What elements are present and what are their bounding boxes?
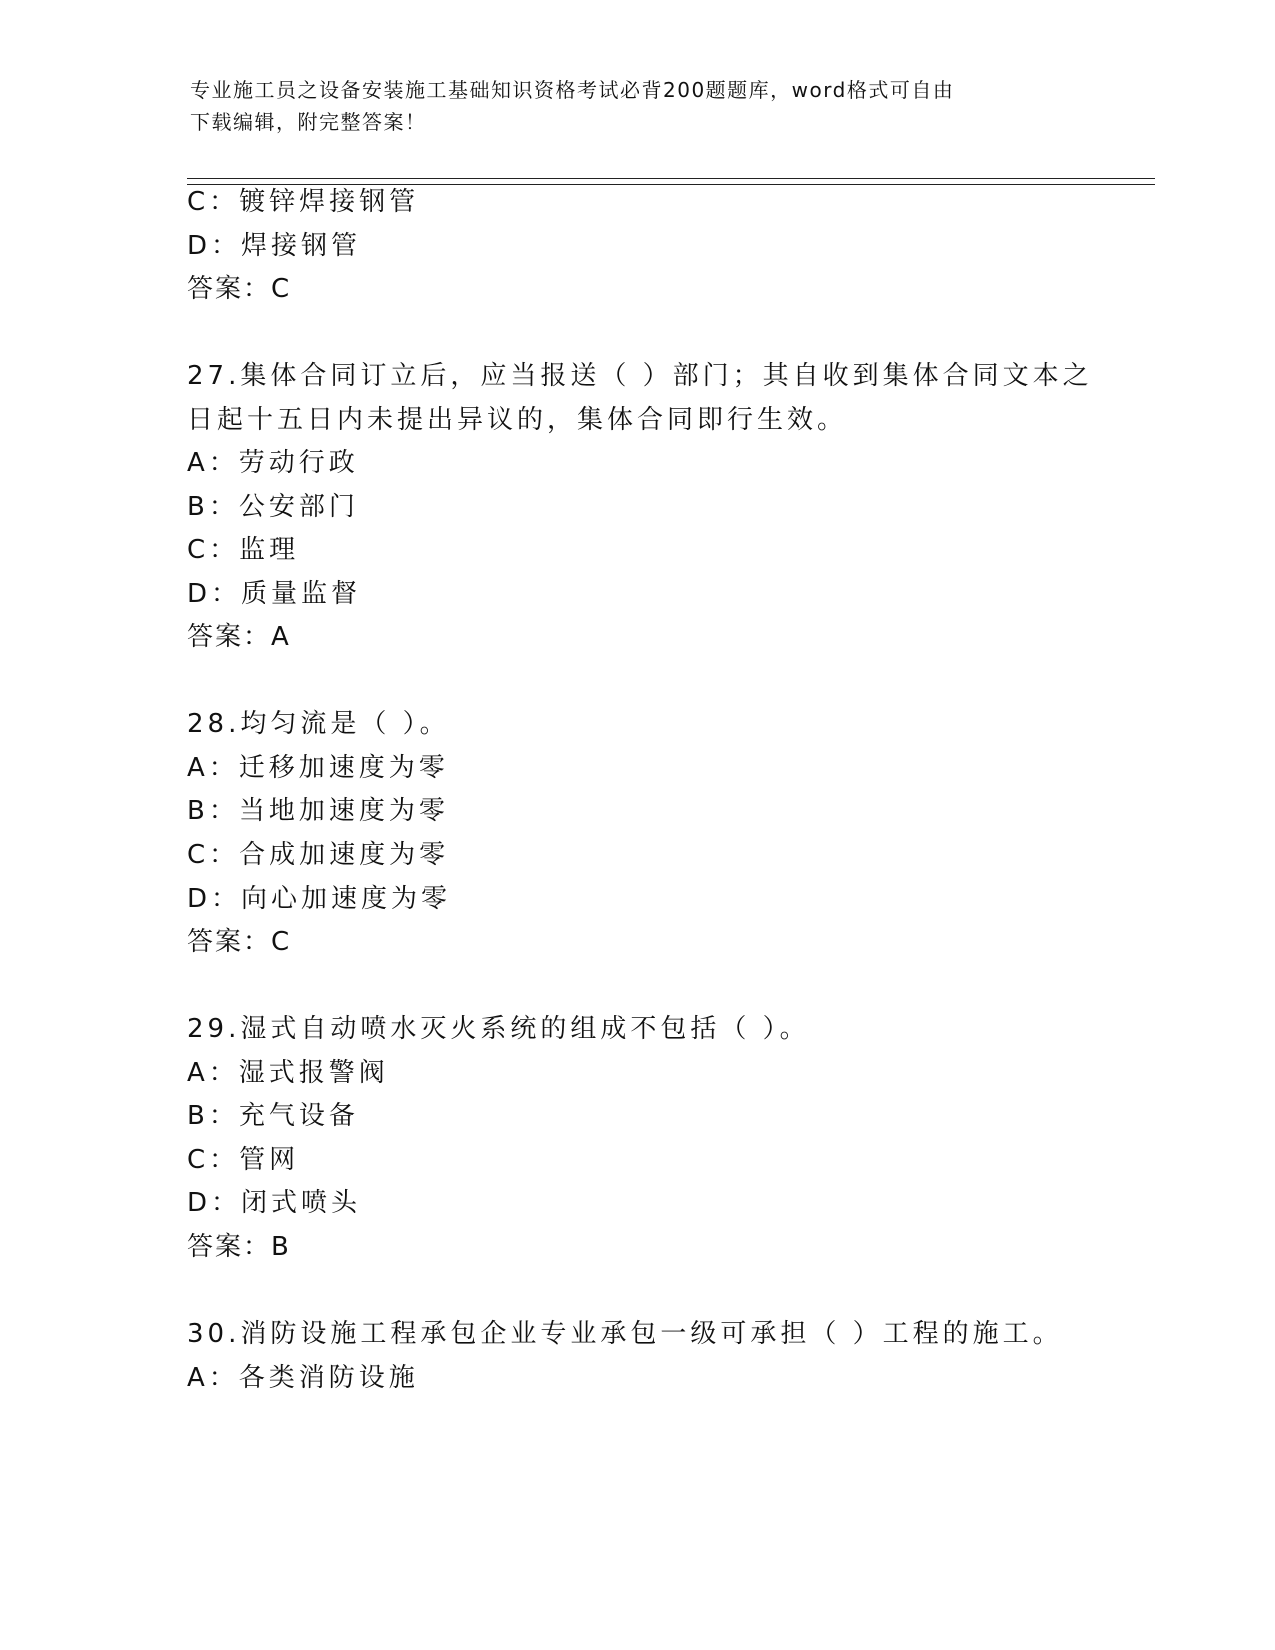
header-divider-top	[187, 178, 1155, 179]
header-title-line-2: 下载编辑，附完整答案！	[190, 110, 427, 134]
question-27-option-a: A：劳动行政	[187, 448, 359, 478]
question-29-answer: 答案：B	[187, 1232, 291, 1262]
option-d: D：焊接钢管	[187, 231, 362, 261]
question-29-option-b: B：充气设备	[187, 1101, 359, 1131]
question-30-option-a: A：各类消防设施	[187, 1363, 419, 1393]
header-divider-bottom	[187, 184, 1155, 185]
question-28-option-c: C：合成加速度为零	[187, 840, 450, 870]
question-28-option-d: D：向心加速度为零	[187, 884, 452, 914]
question-29-option-a: A：湿式报警阀	[187, 1058, 389, 1088]
document-header	[190, 74, 1070, 138]
option-c: C：镀锌焊接钢管	[187, 187, 420, 217]
question-27-option-c: C：监理	[187, 535, 300, 565]
question-27-stem-line-1: 27.集体合同订立后，应当报送（ ）部门；其自收到集体合同文本之	[187, 361, 1093, 391]
question-27-answer: 答案：A	[187, 622, 291, 652]
answer-line: 答案：C	[187, 274, 292, 304]
question-28-answer: 答案：C	[187, 927, 292, 957]
question-29-stem: 29.湿式自动喷水灭火系统的组成不包括（ ）。	[187, 1014, 810, 1044]
question-28-option-a: A：迁移加速度为零	[187, 753, 449, 783]
question-27-option-b: B：公安部门	[187, 492, 359, 522]
question-28-stem: 28.均匀流是（ ）。	[187, 709, 450, 739]
question-29-option-d: D：闭式喷头	[187, 1188, 362, 1218]
header-title-line-1: 专业施工员之设备安装施工基础知识资格考试必背200题题库，word格式可自由	[190, 78, 955, 102]
question-29-option-c: C：管网	[187, 1145, 300, 1175]
question-28-option-b: B：当地加速度为零	[187, 796, 449, 826]
question-27-option-d: D：质量监督	[187, 579, 362, 609]
question-27-stem-line-2: 日起十五日内未提出异议的，集体合同即行生效。	[187, 405, 848, 435]
question-30-stem: 30.消防设施工程承包企业专业承包一级可承担（ ）工程的施工。	[187, 1319, 1063, 1349]
